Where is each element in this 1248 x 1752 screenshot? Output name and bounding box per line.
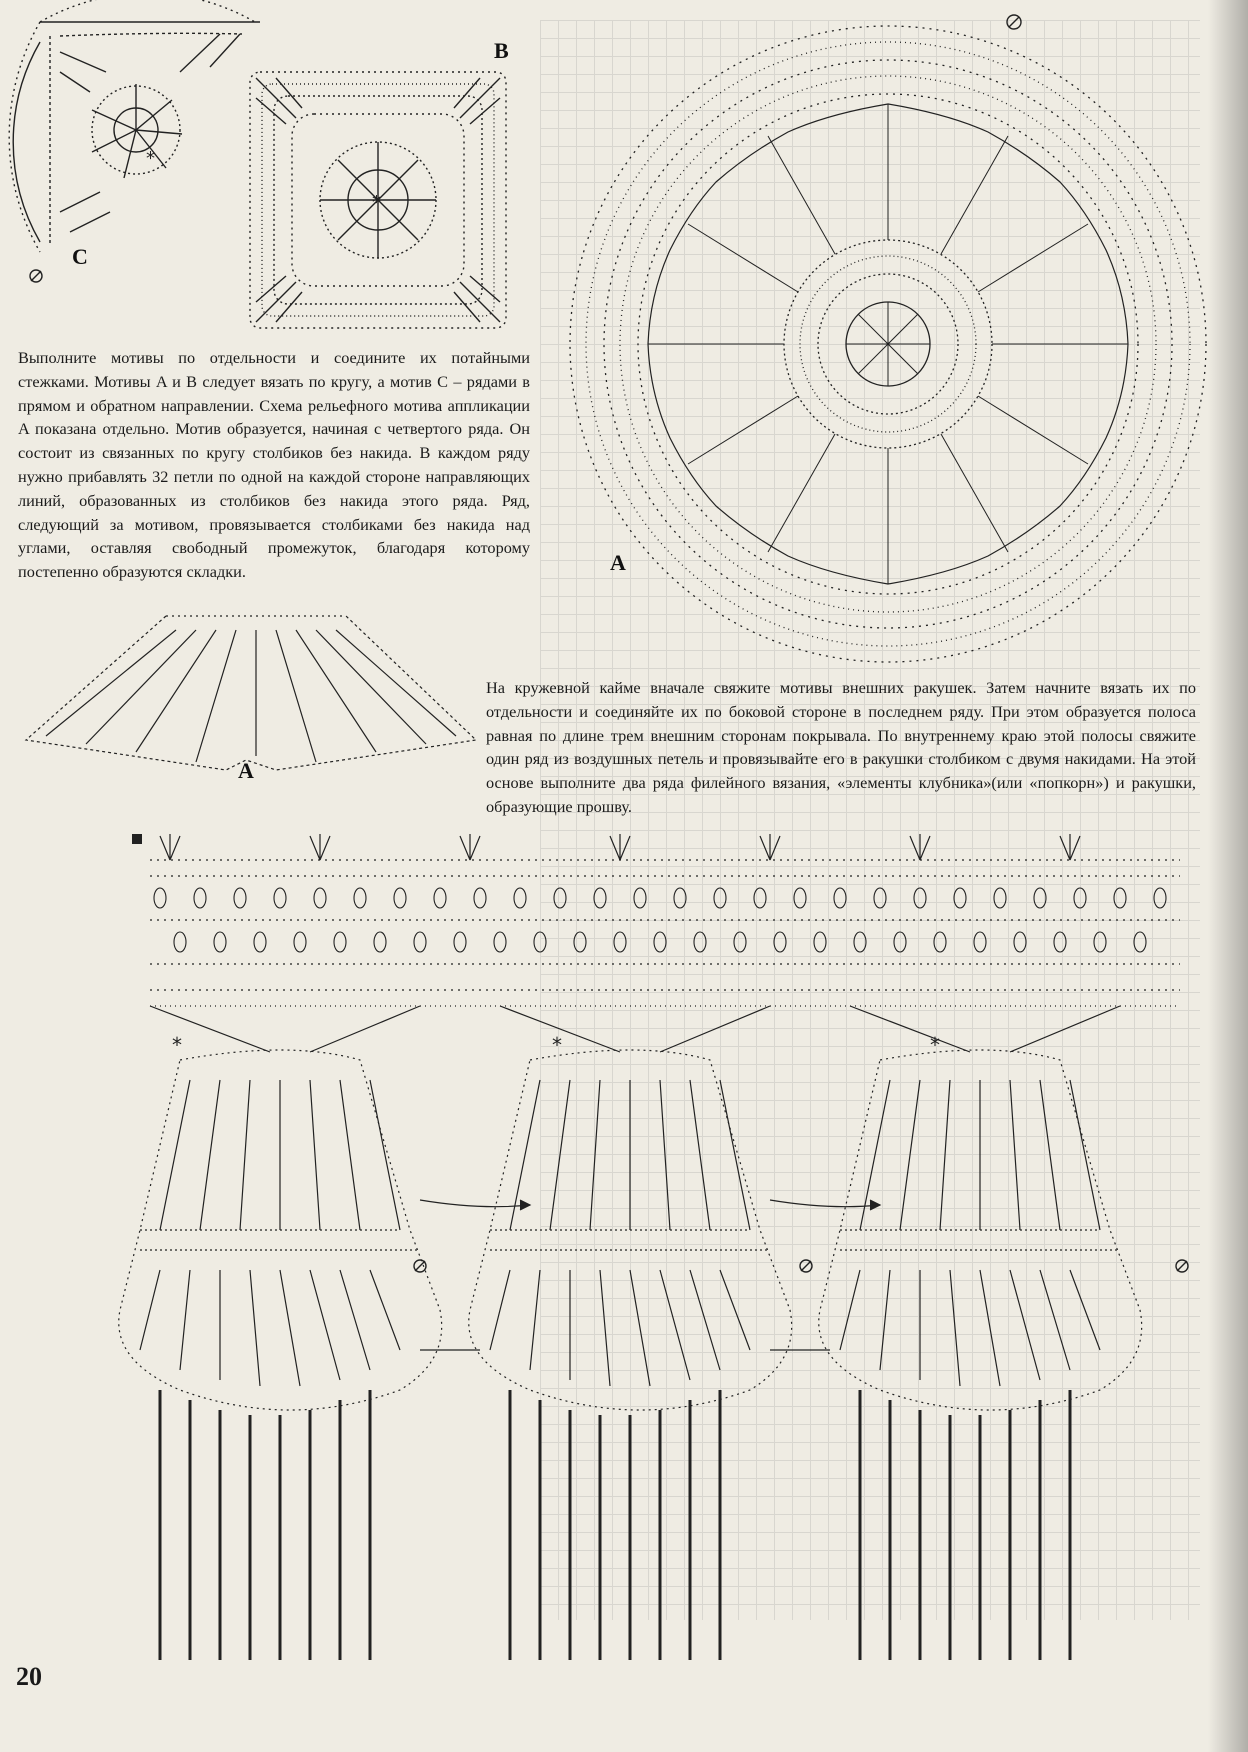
motifs-instructions-text: Выполните мотивы по отдельности и соедините их потайными стежками. Мотивы A и B следует вязать по кругу, а мотив C – рядами в прямом и обратном направлении. Схема рельефного мотива аппликации A показана отдельно. Мотив образуется, начиная с четвертого ряда. Он состоит из связанных по кругу столбиков без накида. В каждом ряду нужно прибавлять 32 петли по одной на каждой стороне направляющих линий, образованных из столбиков без накида этого ряда. Ряд, следующий за мотивом, провязывается столбиками без накида над углами, оставляя свободный промежуток, благодаря которому постепенно образуются складки. <box>18 348 530 582</box>
page-number: 20 <box>16 1662 42 1691</box>
motifs-instructions <box>18 346 530 584</box>
border-instructions <box>486 676 1196 819</box>
svg-text:*: * <box>172 1033 182 1057</box>
relief-motif-a-label: A <box>238 758 254 783</box>
motif-b-diagram <box>246 68 510 332</box>
motif-a-diagram <box>548 4 1228 684</box>
motif-b-label: B <box>494 38 509 63</box>
motif-c-label: C <box>72 244 88 269</box>
svg-text:*: * <box>146 148 155 169</box>
border-instructions-text: На кружевной кайме вначале свяжите мотивы внешних ракушек. Затем начните вязать их по отдельности и соединяйте их по боковой стороне в последнем ряду. При этом образуется полоса равная по длине трем внешним сторонам покрывала. По внутреннему краю этой полосы свяжите один ряд из воздушных петель и провязывайте его в ракушки столбиком с двумя накидами. На этой основе выполните два ряда филейного вязания, «элементы клубника»(или «попкорн») и ракушки, образующие прошву. <box>486 678 1196 816</box>
motif-c-diagram <box>20 12 280 292</box>
lace-border-diagram <box>120 830 1240 1690</box>
motif-a-label: A <box>610 550 626 575</box>
svg-text:*: * <box>372 192 381 213</box>
svg-text:*: * <box>930 1033 940 1057</box>
svg-text:*: * <box>552 1033 562 1057</box>
